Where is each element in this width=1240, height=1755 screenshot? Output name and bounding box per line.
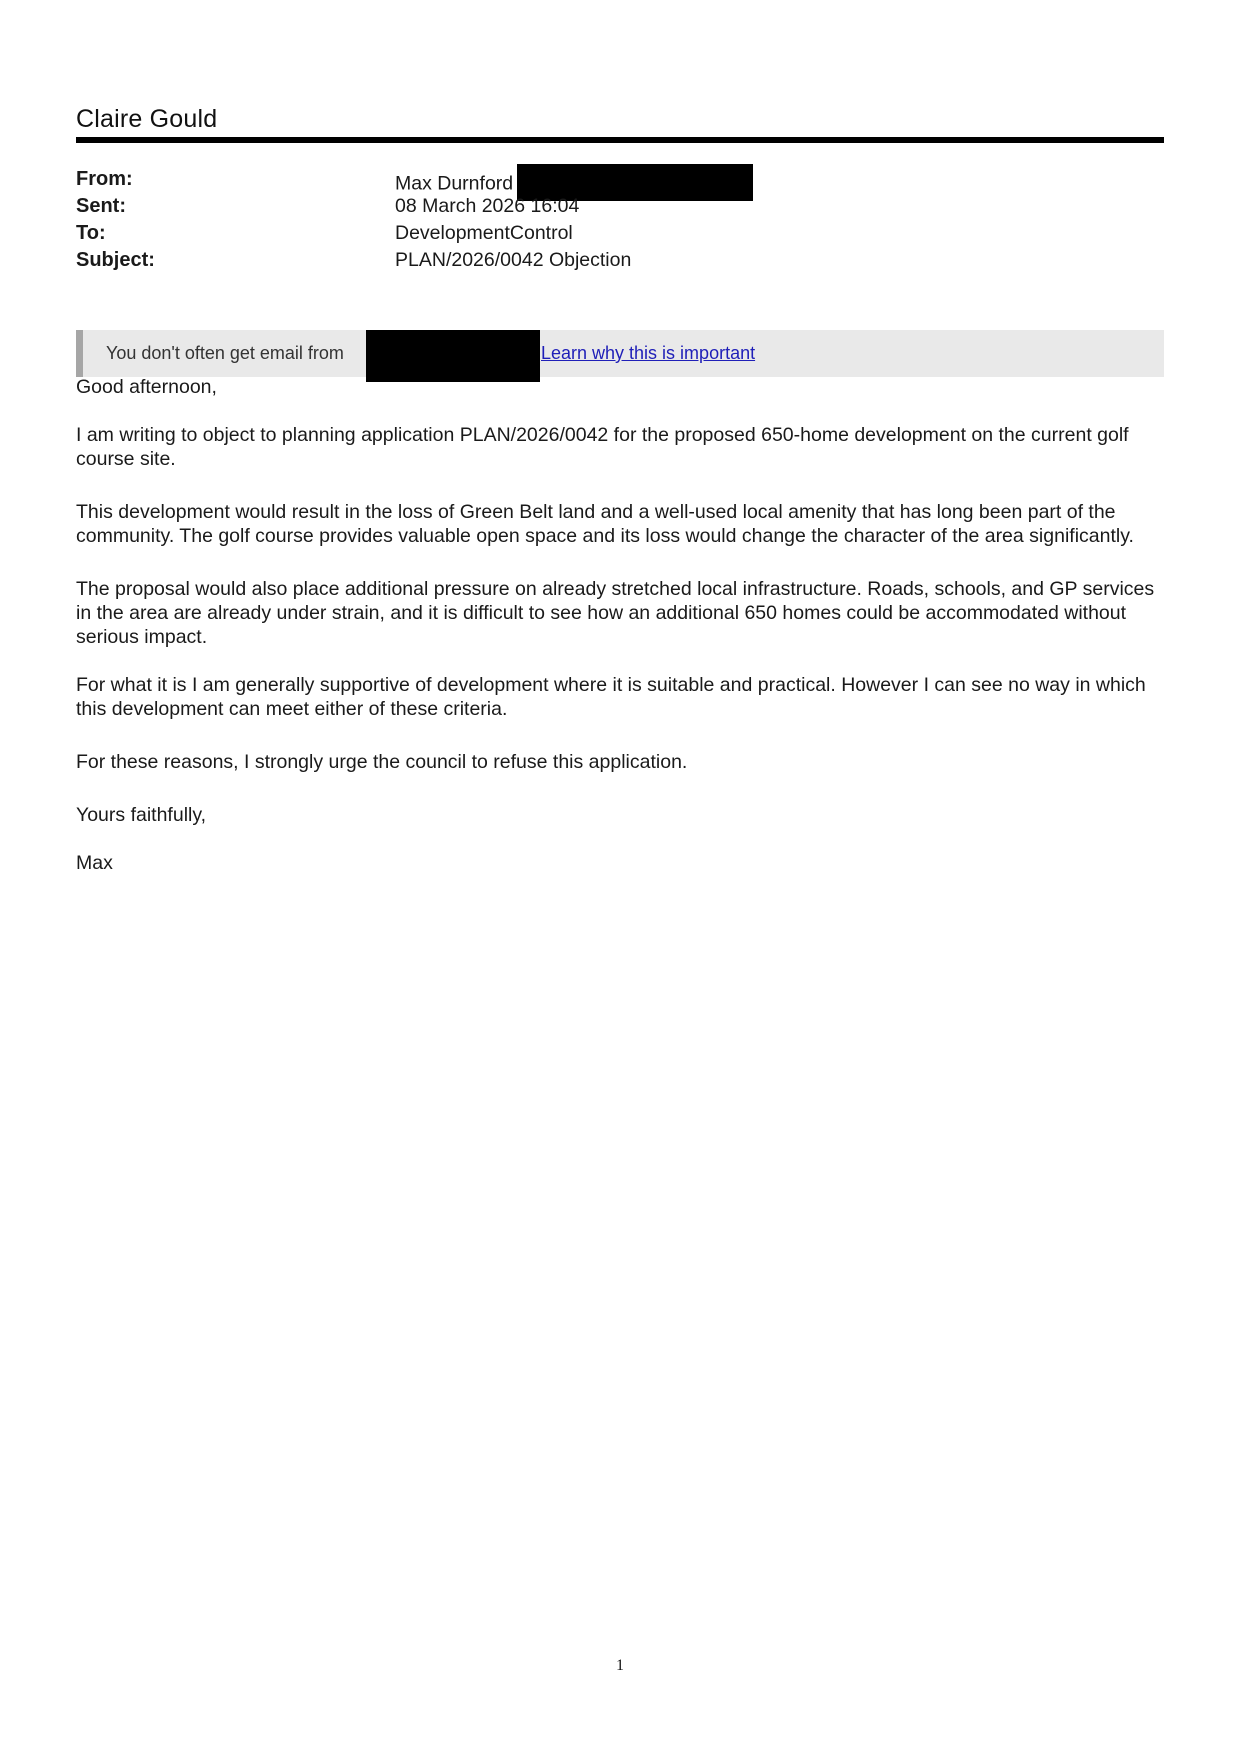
sent-row (76, 193, 1164, 220)
page-number: 1 (616, 1657, 624, 1674)
external-sender-notice (76, 330, 1164, 377)
mailbox-owner-name: Claire Gould (76, 105, 218, 133)
signature: Max (76, 852, 113, 874)
subject-row (76, 247, 1164, 274)
sender-name: Max Durnford (395, 172, 514, 195)
to-label: To: (76, 222, 106, 244)
closing: Yours faithfully, (76, 804, 207, 826)
to-row (76, 220, 1164, 247)
body-paragraph: For these reasons, I strongly urge the council to refuse this application. (76, 751, 688, 773)
email-header (76, 166, 1164, 274)
body-paragraph: I am writing to object to planning application PLAN/2026/0042 for the proposed 650-home development on the current golf course site. (76, 424, 1129, 470)
email-body (76, 375, 1166, 904)
notice-accent-bar (76, 330, 83, 377)
body-paragraph: This development would result in the loss of Green Belt land and a well-used local amenity that has long been part of the community. The golf course provides valuable open space and its loss would change the character of the area significantly. (76, 501, 1134, 547)
sent-value: 08 March 2026 16:04 (395, 195, 580, 217)
subject-value: PLAN/2026/0042 Objection (395, 249, 632, 271)
from-label: From: (76, 168, 133, 190)
from-row (76, 166, 1164, 193)
title-divider (76, 137, 1164, 143)
subject-label: Subject: (76, 249, 155, 271)
to-value: DevelopmentControl (395, 222, 573, 244)
notice-text: You don't often get email from (106, 343, 344, 363)
learn-why-link[interactable]: Learn why this is important (541, 343, 756, 363)
body-paragraph: The proposal would also place additional pressure on already stretched local infrastructure. Roads, schools, and GP services in the area are already under strain, and it is difficult to see how an additional 650 homes could be accommodated without serious impact. (76, 578, 1155, 648)
sent-label: Sent: (76, 195, 126, 217)
body-paragraph: For what it is I am generally supportive of development where it is suitable and practical. However I can see no way in which this development can meet either of these criteria. (76, 674, 1146, 720)
greeting: Good afternoon, (76, 376, 217, 398)
